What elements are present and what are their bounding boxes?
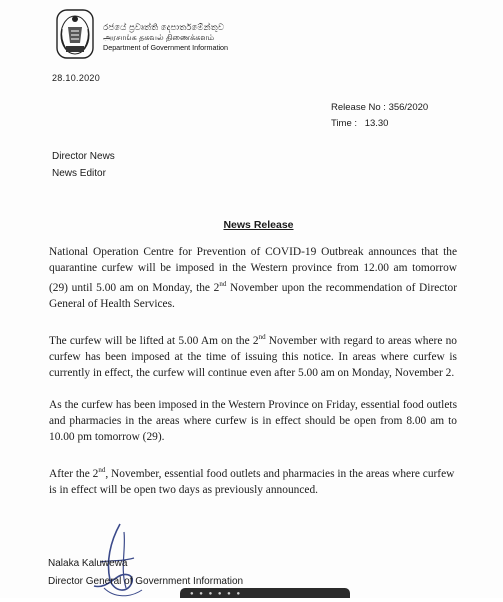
- release-number-row: [331, 100, 428, 116]
- addressee-item: Director News: [52, 151, 115, 162]
- signer-name: Nalaka Kaluwewa: [48, 558, 128, 569]
- release-number-value: 356/2020: [388, 102, 429, 113]
- document-title: [0, 219, 503, 231]
- department-heading: [103, 22, 228, 54]
- ordinal-suffix: nd: [258, 332, 266, 341]
- paragraph-4-text-cont: , November, essential food outlets and pharmacies in the areas where curfew is in effect will be open two days as previously announced.: [49, 467, 455, 496]
- sri-lanka-emblem-icon: [56, 9, 94, 59]
- addressee-list: [52, 148, 115, 182]
- release-body: [49, 244, 457, 514]
- release-time-label: Time :: [331, 118, 358, 129]
- ordinal-suffix: nd: [219, 280, 227, 289]
- paragraph-1: [49, 244, 457, 313]
- release-time-row: [331, 116, 428, 132]
- signer-title: Director General of Government Information: [48, 576, 244, 587]
- release-info: [331, 100, 428, 132]
- addressee-item: News Editor: [52, 168, 106, 179]
- department-name-english: Department of Government Information: [103, 43, 229, 52]
- paragraph-4: [49, 462, 457, 498]
- viewer-toolbar-controls-icon[interactable]: ● ● ● ● ● ●: [190, 591, 243, 597]
- paragraph-3: As the curfew has been imposed in the Western Province on Friday, essential food outlets and pharmacies in the areas where curfew is in effect should be open from 8.00 am to 10.00 pm tomorrow (29).: [49, 399, 457, 444]
- viewer-toolbar[interactable]: [180, 588, 350, 598]
- paragraph-1-text-cont: November upon the recommendation of Director General of Health Services.: [49, 282, 457, 311]
- paragraph-2-text-cont: November with regard to areas where no curfew has been imposed at the time of issuing this notice. In areas where curfew is currently in effect, the curfew will continue even after 5.00 am on Monday, November 2.: [49, 334, 457, 379]
- paragraph-4-text: After the 2: [49, 467, 99, 480]
- document-title-text: News Release: [223, 219, 294, 231]
- document-date: 28.10.2020: [52, 73, 101, 83]
- paragraph-1-text: National Operation Centre for Prevention of COVID-19 Outbreak announces that the quarantine curfew will be imposed in the Western province from 12.00 am tomorrow (29) until 5.00 am on Monday, the 2: [49, 246, 457, 295]
- department-name-tamil: அரசாங்க தகவல் திணைக்களம்: [103, 32, 215, 42]
- release-time-value: 13.30: [364, 118, 389, 129]
- release-number-label: Release No :: [331, 102, 386, 113]
- department-name-sinhala: රජයේ ප්‍රවෘත්ති දෙපාර්තමේන්තුව: [103, 22, 225, 32]
- paragraph-2: [49, 329, 457, 381]
- ordinal-suffix: nd: [98, 465, 106, 474]
- paragraph-2-text: The curfew will be lifted at 5.00 Am on the 2: [49, 334, 259, 347]
